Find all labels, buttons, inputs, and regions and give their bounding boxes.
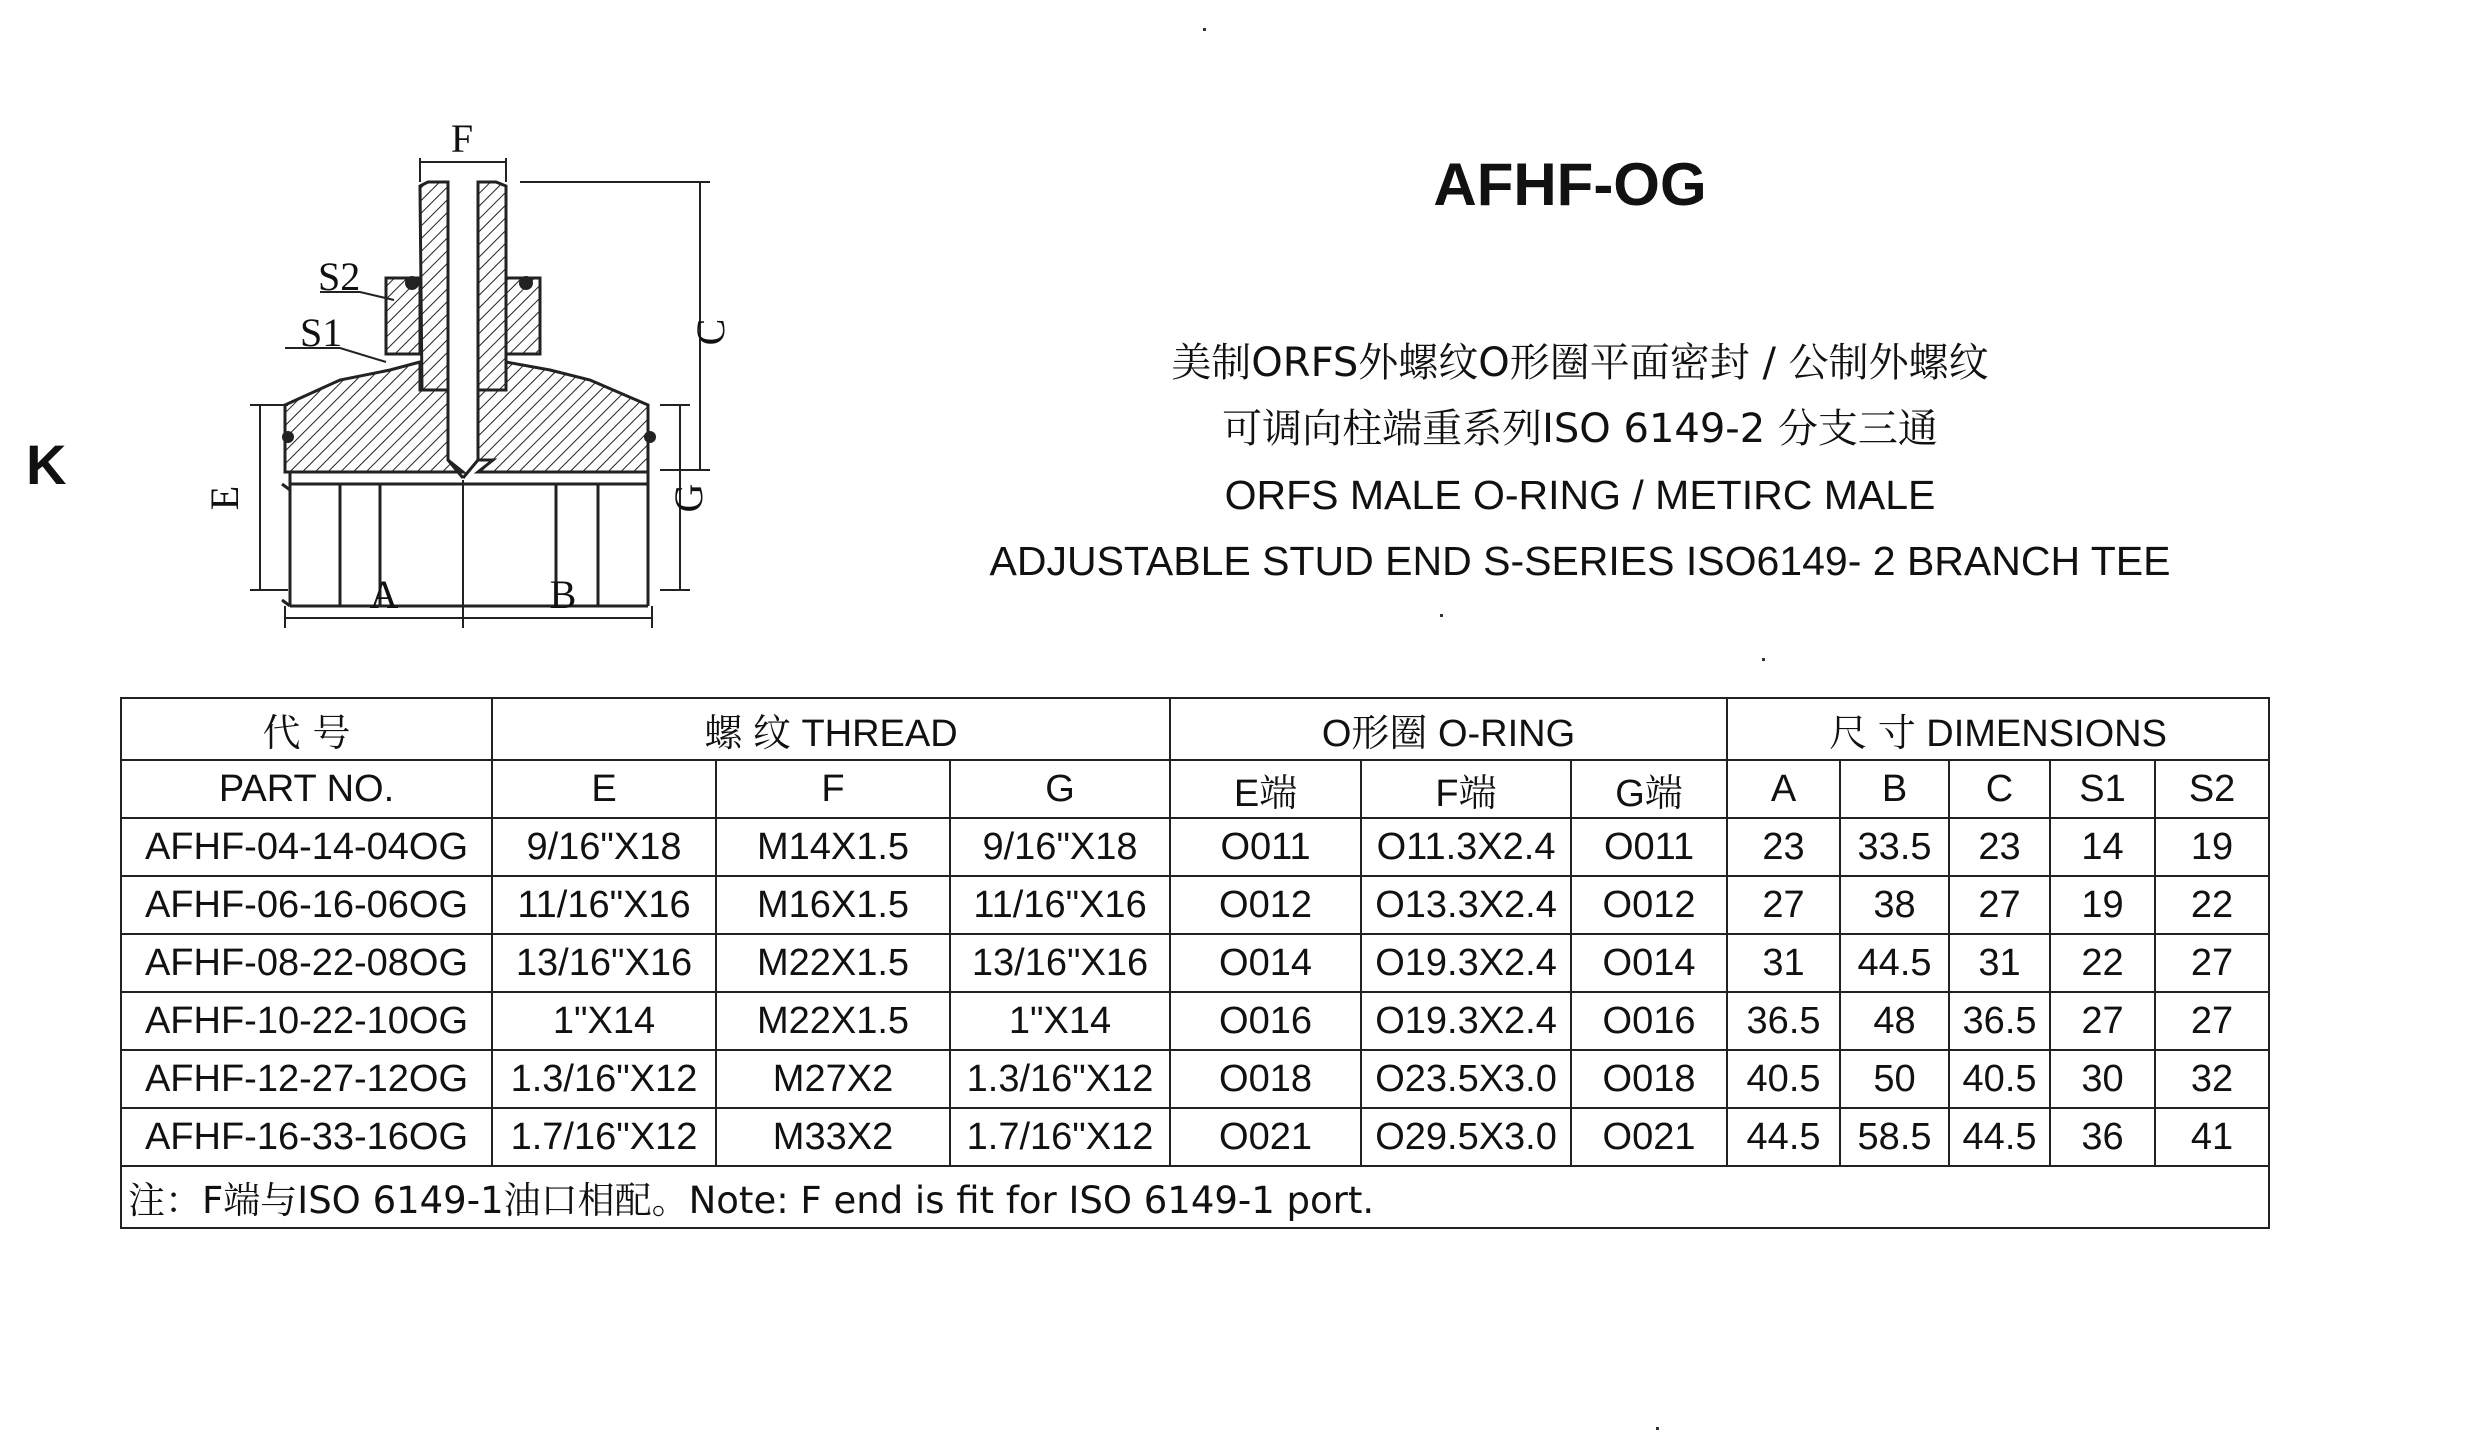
cell-thread-G: 1.3/16"X12 <box>950 1050 1170 1108</box>
cell-thread-E: 1.3/16"X12 <box>492 1050 716 1108</box>
cell-dim-B: 33.5 <box>1840 818 1949 876</box>
cell-oring-G: O012 <box>1571 876 1727 934</box>
cell-dim-C: 44.5 <box>1949 1108 2050 1166</box>
label-C: C <box>688 318 733 346</box>
cell-thread-G: 1"X14 <box>950 992 1170 1050</box>
cell-dim-A: 27 <box>1727 876 1840 934</box>
table-row <box>121 818 2269 876</box>
label-E: E <box>202 485 247 511</box>
cell-dim-S2: 27 <box>2155 992 2269 1050</box>
header-col-E-end: E端 <box>1170 760 1361 818</box>
cell-dim-C: 23 <box>1949 818 2050 876</box>
description-cn-line-2: 可调向柱端重系列ISO 6149-2 分支三通 <box>1222 406 1938 452</box>
cell-oring-E: O016 <box>1170 992 1361 1050</box>
cell-dim-S1: 19 <box>2050 876 2155 934</box>
cell-thread-F: M22X1.5 <box>716 934 950 992</box>
product-code-title: AFHF-OG <box>1433 151 1707 218</box>
header-col-E: E <box>492 760 716 818</box>
cell-thread-F: M33X2 <box>716 1108 950 1166</box>
header-dimensions-group: 尺 寸 DIMENSIONS <box>1727 698 2269 760</box>
cell-oring-F: O13.3X2.4 <box>1361 876 1571 934</box>
header-col-G: G <box>950 760 1170 818</box>
cell-dim-B: 50 <box>1840 1050 1949 1108</box>
cell-dim-S2: 41 <box>2155 1108 2269 1166</box>
header-part-no-cn: 代 号 <box>121 698 492 760</box>
cell-dim-B: 38 <box>1840 876 1949 934</box>
header-col-B: B <box>1840 760 1949 818</box>
cell-oring-G: O016 <box>1571 992 1727 1050</box>
scan-speck <box>1203 28 1206 31</box>
label-F: F <box>450 116 474 161</box>
scan-speck <box>1762 658 1765 661</box>
cell-dim-A: 23 <box>1727 818 1840 876</box>
cell-thread-F: M22X1.5 <box>716 992 950 1050</box>
table-row <box>121 876 2269 934</box>
label-S2: S2 <box>318 254 361 299</box>
cell-thread-F: M16X1.5 <box>716 876 950 934</box>
header-col-F: F <box>716 760 950 818</box>
table-header-row-columns <box>121 760 2269 818</box>
cell-thread-G: 9/16"X18 <box>950 818 1170 876</box>
cell-oring-F: O19.3X2.4 <box>1361 992 1571 1050</box>
cell-oring-E: O012 <box>1170 876 1361 934</box>
cell-oring-E: O011 <box>1170 818 1361 876</box>
cell-dim-S2: 27 <box>2155 934 2269 992</box>
drawing-label-text <box>202 116 733 617</box>
cell-thread-E: 1.7/16"X12 <box>492 1108 716 1166</box>
cell-dim-B: 48 <box>1840 992 1949 1050</box>
cell-part-no: AFHF-16-33-16OG <box>121 1108 492 1166</box>
cell-thread-E: 11/16"X16 <box>492 876 716 934</box>
cell-oring-G: O014 <box>1571 934 1727 992</box>
branch-tee-drawing <box>190 100 790 640</box>
cell-oring-G: O021 <box>1571 1108 1727 1166</box>
table-row <box>121 992 2269 1050</box>
cell-part-no: AFHF-10-22-10OG <box>121 992 492 1050</box>
cell-oring-F: O29.5X3.0 <box>1361 1108 1571 1166</box>
section-letter: K <box>26 433 67 496</box>
cell-dim-S1: 14 <box>2050 818 2155 876</box>
label-G: G <box>666 483 711 513</box>
cell-thread-E: 9/16"X18 <box>492 818 716 876</box>
header-col-C: C <box>1949 760 2050 818</box>
cell-oring-F: O23.5X3.0 <box>1361 1050 1571 1108</box>
label-A: A <box>369 572 399 617</box>
label-B: B <box>549 572 577 617</box>
cell-part-no: AFHF-08-22-08OG <box>121 934 492 992</box>
cell-thread-E: 13/16"X16 <box>492 934 716 992</box>
cell-dim-S1: 22 <box>2050 934 2155 992</box>
cell-oring-G: O018 <box>1571 1050 1727 1108</box>
header-thread-group: 螺 纹 THREAD <box>492 698 1170 760</box>
description-cn-line-1: 美制ORFS外螺纹O形圈平面密封 / 公制外螺纹 <box>1171 340 1989 386</box>
cell-thread-E: 1"X14 <box>492 992 716 1050</box>
cell-oring-E: O014 <box>1170 934 1361 992</box>
cell-dim-A: 44.5 <box>1727 1108 1840 1166</box>
cell-dim-S1: 36 <box>2050 1108 2155 1166</box>
cell-dim-C: 36.5 <box>1949 992 2050 1050</box>
table-row <box>121 1050 2269 1108</box>
table-row <box>121 934 2269 992</box>
description-en-line-1: ORFS MALE O-RING / METIRC MALE <box>1224 472 1936 518</box>
cell-part-no: AFHF-04-14-04OG <box>121 818 492 876</box>
table-footnote: 注：F端与ISO 6149-1油口相配。Note: F end is fit for ISO 6149-1 port. <box>121 1166 2269 1228</box>
cell-thread-G: 1.7/16"X12 <box>950 1108 1170 1166</box>
cell-oring-F: O11.3X2.4 <box>1361 818 1571 876</box>
cell-dim-S2: 22 <box>2155 876 2269 934</box>
header-col-F-end: F端 <box>1361 760 1571 818</box>
cell-dim-A: 36.5 <box>1727 992 1840 1050</box>
cell-dim-C: 27 <box>1949 876 2050 934</box>
table-row <box>121 1108 2269 1166</box>
cell-dim-S2: 19 <box>2155 818 2269 876</box>
cell-dim-C: 40.5 <box>1949 1050 2050 1108</box>
header-col-S2: S2 <box>2155 760 2269 818</box>
header-part-no-en: PART NO. <box>121 760 492 818</box>
cell-oring-E: O018 <box>1170 1050 1361 1108</box>
header-col-S1: S1 <box>2050 760 2155 818</box>
scan-speck <box>1440 614 1443 617</box>
cell-dim-B: 58.5 <box>1840 1108 1949 1166</box>
product-description <box>900 330 2260 594</box>
cell-dim-C: 31 <box>1949 934 2050 992</box>
cell-thread-F: M27X2 <box>716 1050 950 1108</box>
cell-part-no: AFHF-12-27-12OG <box>121 1050 492 1108</box>
table-note-row <box>121 1166 2269 1228</box>
cell-part-no: AFHF-06-16-06OG <box>121 876 492 934</box>
header-oring-group: O形圈 O-RING <box>1170 698 1727 760</box>
cell-thread-G: 11/16"X16 <box>950 876 1170 934</box>
cell-thread-F: M14X1.5 <box>716 818 950 876</box>
cell-dim-S1: 30 <box>2050 1050 2155 1108</box>
spec-table <box>120 697 2270 1229</box>
label-S1: S1 <box>300 310 343 355</box>
oring-nut <box>386 278 540 354</box>
cell-thread-G: 13/16"X16 <box>950 934 1170 992</box>
header-col-G-end: G端 <box>1571 760 1727 818</box>
description-en-line-2: ADJUSTABLE STUD END S-SERIES ISO6149- 2 BRANCH TEE <box>989 538 2171 584</box>
cell-dim-B: 44.5 <box>1840 934 1949 992</box>
cell-dim-A: 31 <box>1727 934 1840 992</box>
cell-dim-A: 40.5 <box>1727 1050 1840 1108</box>
cell-oring-E: O021 <box>1170 1108 1361 1166</box>
cell-dim-S1: 27 <box>2050 992 2155 1050</box>
table-header-row-groups <box>121 698 2269 760</box>
scan-speck <box>1656 1427 1659 1430</box>
header-col-A: A <box>1727 760 1840 818</box>
cell-oring-G: O011 <box>1571 818 1727 876</box>
cell-dim-S2: 32 <box>2155 1050 2269 1108</box>
cell-oring-F: O19.3X2.4 <box>1361 934 1571 992</box>
